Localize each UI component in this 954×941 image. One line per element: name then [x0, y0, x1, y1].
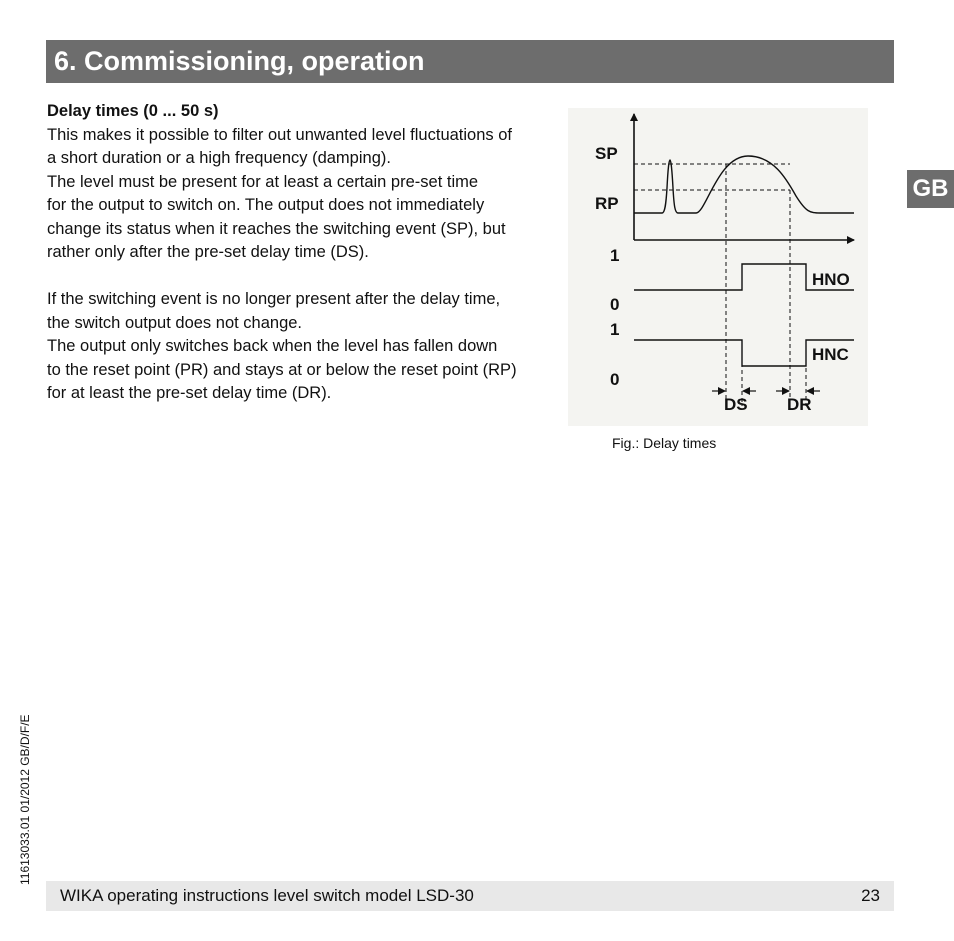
delay-times-figure: [568, 108, 868, 426]
hno-label: HNO: [812, 270, 850, 289]
paragraph-line: The level must be present for at least a certain pre-set time: [47, 172, 479, 191]
document-code: 11613033.01 01/2012 GB/D/F/E: [18, 714, 32, 885]
paragraph-line: If the switching event is no longer present after the delay time,: [47, 290, 501, 308]
paragraph-line: change its status when it reaches the switching event (SP), but: [47, 219, 506, 238]
hno-low-label: 0: [610, 295, 620, 314]
page-footer: [46, 881, 894, 911]
paragraph-line: rather only after the pre-set delay time (DS).: [47, 243, 369, 261]
timing-diagram: [568, 108, 868, 426]
dr-label: DR: [787, 395, 812, 414]
page-number: 23: [861, 886, 880, 905]
section-title: 6. Commissioning, operation: [54, 46, 425, 76]
paragraph-line: The output only switches back when the level has fallen down: [47, 337, 498, 355]
rp-label: RP: [595, 194, 619, 213]
hno-high-label: 1: [610, 246, 620, 265]
paragraph-line: to the reset point (PR) and stays at or below the reset point (RP): [47, 360, 517, 379]
paragraph-line: for the output to switch on. The output does not immediately: [47, 196, 485, 214]
ds-label: DS: [724, 395, 748, 414]
hnc-low-label: 0: [610, 370, 620, 389]
section-header: [46, 40, 894, 83]
paragraph-line: the switch output does not change.: [47, 313, 303, 332]
paragraph-line: for at least the pre-set delay time (DR).: [47, 384, 332, 402]
body-text: [47, 100, 572, 406]
sp-label: SP: [595, 144, 618, 163]
language-tab-label: GB: [912, 175, 949, 202]
footer-title: WIKA operating instructions level switch model LSD-30: [60, 886, 474, 905]
paragraph-line: a short duration or a high frequency (damping).: [47, 149, 391, 167]
paragraph-spacer: [47, 265, 572, 289]
figure-caption: Fig.: Delay times: [612, 435, 717, 451]
level-curve: [634, 156, 854, 213]
language-tab[interactable]: [907, 170, 954, 208]
hnc-label: HNC: [812, 345, 849, 364]
subsection-heading: Delay times (0 ... 50 s): [47, 102, 219, 120]
hnc-high-label: 1: [610, 320, 620, 339]
paragraph-line: This makes it possible to filter out unwanted level fluctuations of: [47, 125, 512, 144]
